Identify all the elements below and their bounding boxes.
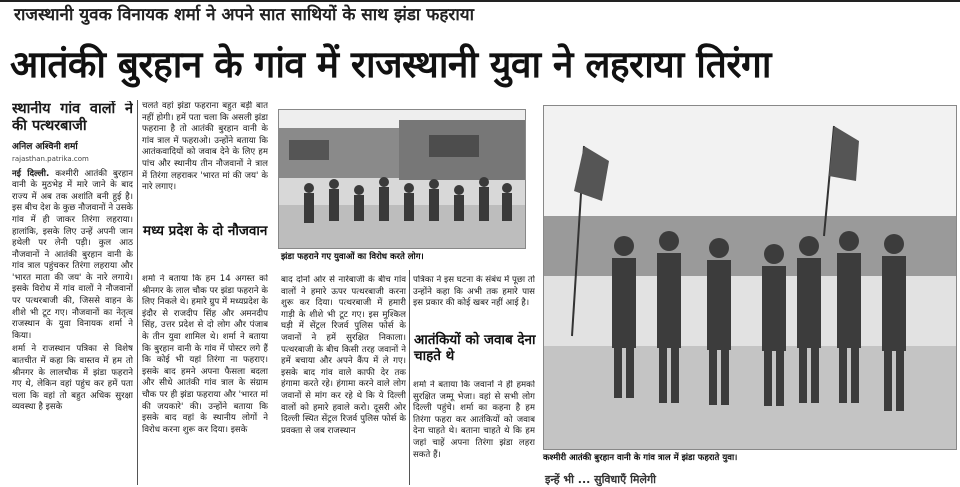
- col2-para-2: शर्मा ने बताया कि हम 14 अगस्त को श्रीनगर के लाल चौक पर झंडा फहराने के लिए निकले थे। हमारे ग्रुप में मध्यप्रदेश के इंदौर से राजदीप सिंह और अमनदीप सिंह, उत्तर प्रदेश से दो लोग और पंजाब के तीन युवा शामिल थे। शर्मा ने बताया कि बुरहान वानी के गांव में पोस्टर लगे हैं कि कोई भी यहां तिरंगा ना फहराए। इसके बाद हमने अपना फैसला बदला और सीधे आतंकी गांव त्राल के संग्राम चौक पर ही झंडा फहराया और 'भारत मां की जयकारे' की। उन्होंने बताया कि इसके बाद वहां के स्थानीय लोगों ने विरोध करना शुरू कर दिया। इसके: [142, 274, 268, 435]
- footer-fragment: इन्हें भी ... सुविधाएँ मिलेगी: [545, 473, 656, 486]
- column-4-bottom: [413, 380, 535, 485]
- col1-para-1-text: कश्मीरी आतंकी बुरहान वानी के मुठभेड़ में मारे जाने के बाद राज्य में अब तक अशांति बनी हुई है। इस बीच देश के कुछ नौजवानों ने उसके गांव में ही जाकर तिरंगा लहराया। हालांकि, इसके लिए उन्हें अपनी जान हथेली पर लेनी पड़ी। कुल आठ नौजवानों ने आतंकी बुरहान वानी के गांव त्राल पहुंचकर तिरंगा लहराया और 'भारत माता की जय' के नारे लगाये। इसके विरोध में गांव वालों ने नौजवानों पर पत्थरबाजी की, जिससे वाहन के शीशे भी टूट गए। नौजवानों का नेतृत्व राजस्थान के युवा विनायक शर्मा ने किया।: [12, 168, 133, 341]
- flag-hoisting-photo: [543, 105, 957, 450]
- column-rule-3: [409, 270, 410, 485]
- col1-para-2: शर्मा ने राजस्थान पत्रिका से विशेष बातचीत में कहा कि वास्तव में हम तो श्रीनगर के लालचौक में झंडा फहराने गए थे, लेकिन वहां पहुंच कर हमें पता चला कि वहां तो बहुत अधिक सुरक्षा व्यवस्था है इसके: [12, 344, 133, 413]
- col1-para-1: [12, 169, 133, 343]
- kicker: राजस्थानी युवक विनायक शर्मा ने अपने सात साथियों के साथ झंडा फहराया: [14, 5, 474, 25]
- photo1-caption: झंडा फहराने गए युवाओं का विरोध करते लोग।: [281, 252, 424, 262]
- flag-hoisting-illustration: [544, 106, 957, 450]
- protest-photo-illustration: [279, 110, 526, 249]
- col3-para-1: बाद दोनों ओर से नारेबाजी के बीच गांव वालों ने हमारे ऊपर पत्थरबाजी करना शुरू कर दिया। पत्थरबाजी में हमारी गाड़ी के शीशे भी टूट गए। इस मुश्किल घड़ी में सेंट्रल रिजर्व पुलिस फोर्स के जवानों ने हमें सुरक्षित निकाला। पत्थरबाजी के बीच किसी तरह जवानों ने हमें बचाया और अपने कैंप में ले गए। इसके बाद गांव वाले काफी देर तक हंगामा करते रहे। हंगामा करने वाले लोग जवानों से मांग कर रहे थे कि ये दिल्ली वालों को हमारे हवाले करो। दूसरी ओर दिल्ली स्थित सेंट्रल रिजर्व पुलिस फोर्स के प्रवक्ता से जब राजस्थान: [281, 275, 406, 436]
- col2-para-1: चलते वहां झंडा फहराना बहुत बड़ी बात नहीं होगी। हमें पता चला कि असली झंडा फहराना है तो आतंकी बुरहान वानी के गांव त्राल में फहराओ। उन्होंने बताया कि आतंकवादियों को जवाब देने के लिए हम पांच और स्थानीय तीन नौजवानों ने त्राल में तिरंगा लहराकर 'भारत मां की जय' के नारे लगाए।: [142, 101, 268, 193]
- col4-subhead: आतंकियों को जवाब देना चाहते थे: [414, 332, 536, 364]
- column-rule-1: [137, 100, 138, 485]
- column-1: [12, 101, 133, 485]
- col4-para-1: पत्रिका ने इस घटना के संबंध में पूछा तो उन्होंने कहा कि अभी तक हमारे पास इस प्रकार की कोई खबर नहीं आई है।: [413, 275, 535, 309]
- column-3: [281, 275, 406, 485]
- column-2-top: [142, 101, 268, 231]
- col2-subhead: मध्य प्रदेश के दो नौजवान: [143, 223, 268, 239]
- protest-photo: [278, 109, 526, 249]
- column-2-bottom: [142, 274, 268, 485]
- photo2-caption: कश्मीरी आतंकी बुरहान वानी के गांव त्राल में झंडा फहराते युवा।: [543, 453, 738, 463]
- byline: अनिल अश्विनी शर्मा: [12, 142, 78, 153]
- dateline: नई दिल्ली.: [12, 168, 50, 179]
- column-4-top: [413, 275, 535, 337]
- col4-para-2: शर्मा ने बताया कि जवानों ने ही हमको सुरक्षित जम्मू भेजा। वहां से सभी लोग दिल्ली पहुंचे। शर्मा का कहना है हम तिरंगा फहरा कर आतंकियों को जवाब देना चाहते थे। बताना चाहते थे कि हम जहां चाहें अपना तिरंगा झंडा लहरा सकते हैं।: [413, 380, 535, 460]
- col1-subhead: स्थानीय गांव वालों ने की पत्थरबाजी: [12, 101, 133, 134]
- headline: आतंकी बुरहान के गांव में राजस्थानी युवा ने लहराया तिरंगा: [10, 43, 771, 86]
- site-url: rajasthan.patrika.com: [12, 154, 89, 163]
